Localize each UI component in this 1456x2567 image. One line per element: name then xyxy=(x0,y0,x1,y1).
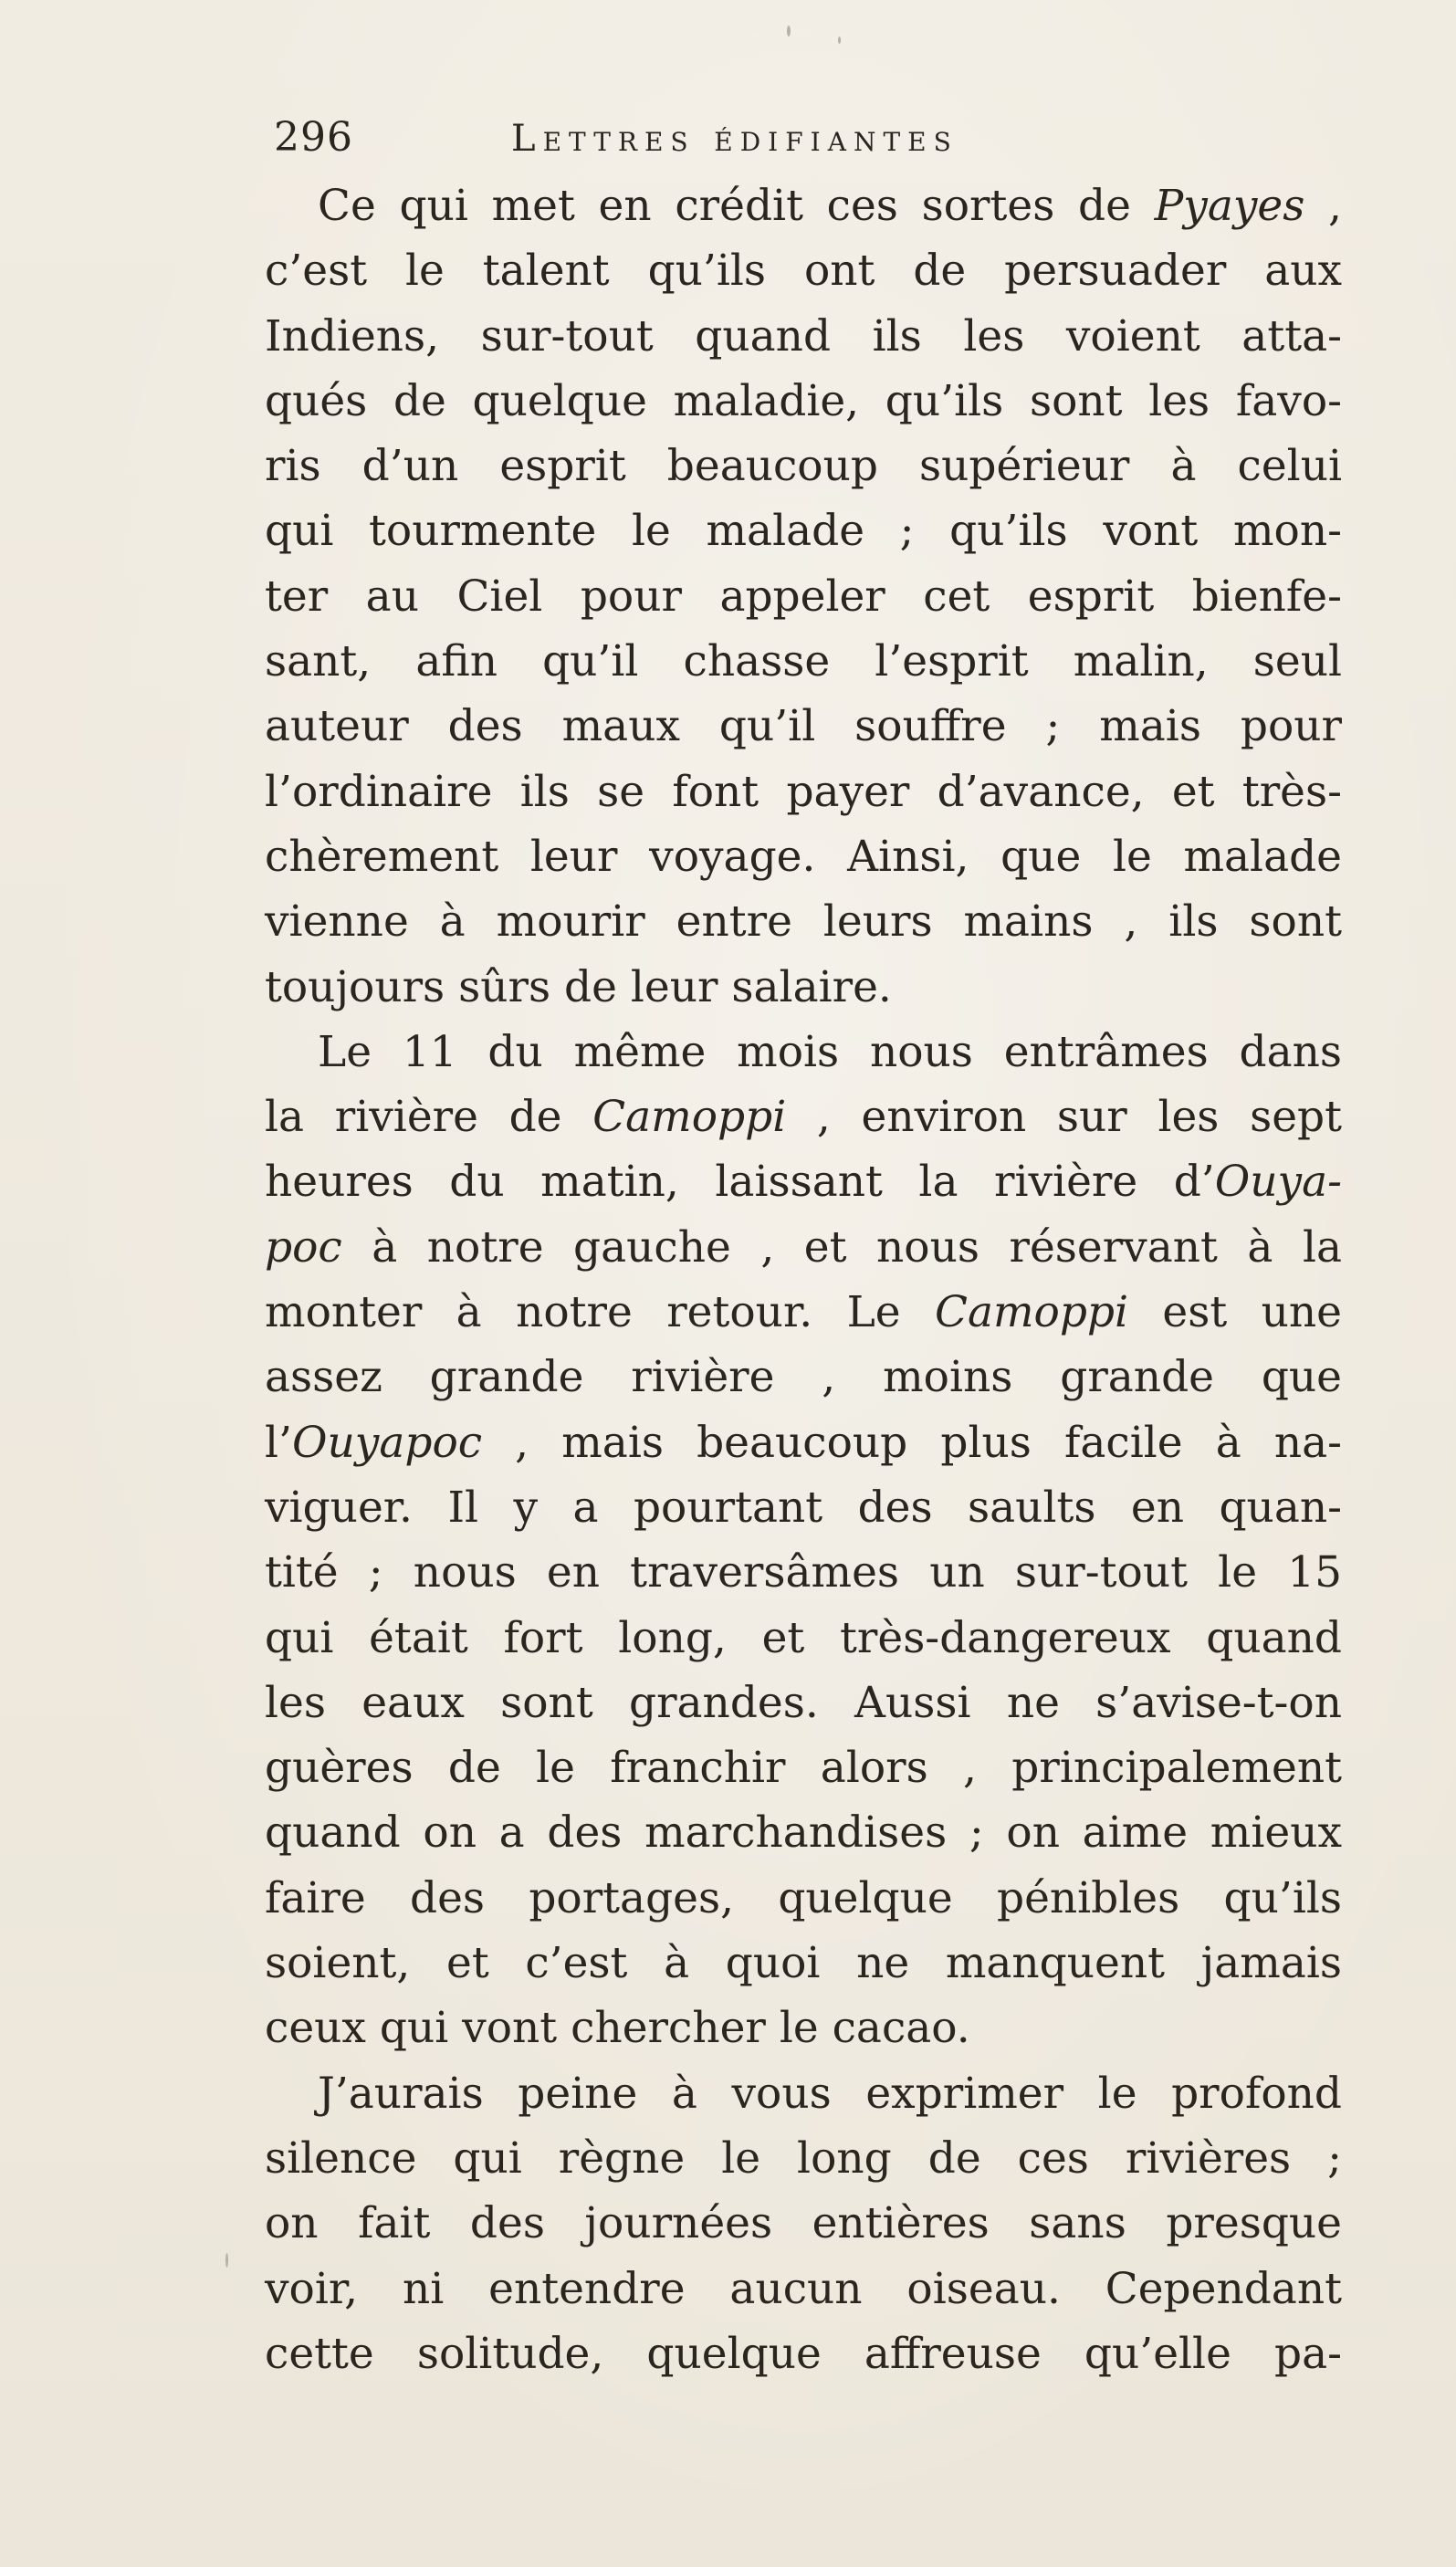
text-line xyxy=(265,2321,1342,2386)
text-line xyxy=(265,1606,1342,1671)
text-line xyxy=(265,434,1342,498)
text-run: ris d’un esprit beaucoup supérieur à celui xyxy=(265,441,1342,492)
body-text xyxy=(265,173,1342,2386)
text-line xyxy=(265,1149,1342,1214)
text-run: Indiens, sur-tout quand ils les voient atta- xyxy=(265,310,1342,361)
paper-speck xyxy=(225,2253,228,2268)
text-run: auteur des maux qu’il souffre ; mais pour xyxy=(265,701,1342,752)
text-run: viguer. Il y a pourtant des saults en quan- xyxy=(265,1482,1342,1533)
text-run: Ce qui met en crédit ces sortes de xyxy=(318,181,1155,231)
italic-term: Camoppi xyxy=(934,1287,1129,1338)
text-line xyxy=(265,2061,1342,2126)
text-line xyxy=(265,1475,1342,1540)
text-line xyxy=(265,760,1342,824)
text-line xyxy=(265,1280,1342,1345)
text-run: on fait des journées entières sans presque xyxy=(265,2198,1342,2249)
text-line xyxy=(265,824,1342,889)
italic-term: Ouya- xyxy=(1214,1157,1342,1208)
paragraph xyxy=(265,2061,1342,2386)
text-run: l’ordinaire ils se font payer d’avance, et très- xyxy=(265,766,1342,817)
text-run: qués de quelque maladie, qu’ils sont les favo- xyxy=(265,375,1342,426)
text-line xyxy=(265,889,1342,954)
text-line xyxy=(265,1866,1342,1931)
text-line xyxy=(265,694,1342,759)
paragraph xyxy=(265,1020,1342,2061)
text-line xyxy=(265,2257,1342,2321)
italic-term: Pyayes xyxy=(1154,181,1305,231)
text-line xyxy=(265,2126,1342,2191)
text-run: faire des portages, quelque pénibles qu’ils xyxy=(265,1872,1342,1923)
text-run: ter au Ciel pour appeler cet esprit bienfe- xyxy=(265,571,1342,622)
text-run: sant, afin qu’il chasse l’esprit malin, seul xyxy=(265,636,1342,687)
text-run: , mais beaucoup plus facile à na- xyxy=(482,1417,1342,1468)
paper-speck xyxy=(838,37,841,44)
text-run: les eaux sont grandes. Aussi ne s’avise-t-on xyxy=(265,1677,1342,1728)
text-run: à notre gauche , et nous réservant à la xyxy=(341,1221,1342,1273)
text-line xyxy=(265,304,1342,369)
text-run: voir, ni entendre aucun oiseau. Cependant xyxy=(265,2263,1342,2314)
running-head xyxy=(274,114,1351,178)
text-run: toujours sûrs de leur salaire. xyxy=(265,961,892,1012)
italic-term: Camoppi xyxy=(592,1092,787,1143)
text-line xyxy=(265,1020,1342,1084)
page-number: 296 xyxy=(274,114,353,161)
text-run: monter à notre retour. Le xyxy=(265,1287,935,1338)
text-line xyxy=(265,955,1342,1020)
text-run: l’ xyxy=(265,1417,292,1468)
text-run: est une xyxy=(1128,1287,1342,1338)
text-run: , xyxy=(1304,181,1342,231)
text-run: tité ; nous en traversâmes un sur-tout le 15 xyxy=(265,1547,1342,1598)
text-line xyxy=(265,1215,1342,1280)
text-line xyxy=(265,1540,1342,1605)
text-run: ceux qui vont chercher le cacao. xyxy=(265,2003,970,2054)
text-line xyxy=(265,1410,1342,1475)
paper-speck xyxy=(787,26,791,37)
text-line xyxy=(265,173,1342,238)
text-run: vienne à mourir entre leurs mains , ils sont xyxy=(265,896,1342,948)
text-run: qui tourmente le malade ; qu’ils vont mon- xyxy=(265,506,1342,557)
text-line xyxy=(265,1084,1342,1149)
text-line xyxy=(265,1671,1342,1735)
text-line xyxy=(265,1735,1342,1800)
text-run: la rivière de xyxy=(265,1092,593,1143)
running-title: Lettres édifiantes xyxy=(511,118,958,160)
text-line xyxy=(265,1800,1342,1865)
text-run: soient, et c’est à quoi ne manquent jamais xyxy=(265,1938,1342,1989)
text-line xyxy=(265,1345,1342,1409)
text-run: assez grande rivière , moins grande que xyxy=(265,1352,1342,1403)
text-line xyxy=(265,238,1342,303)
text-line xyxy=(265,1996,1342,2060)
text-line xyxy=(265,564,1342,629)
text-line xyxy=(265,1931,1342,1996)
text-run: , environ sur les sept xyxy=(786,1092,1342,1143)
text-line xyxy=(265,629,1342,694)
text-run: cette solitude, quelque affreuse qu’elle pa- xyxy=(265,2328,1342,2379)
text-run: heures du matin, laissant la rivière d’ xyxy=(265,1157,1215,1208)
text-run: quand on a des marchandises ; on aime mieux xyxy=(265,1807,1342,1859)
text-run: guères de le franchir alors , principalement xyxy=(265,1743,1342,1794)
text-line xyxy=(265,2191,1342,2256)
text-run: chèrement leur voyage. Ainsi, que le malade xyxy=(265,831,1342,882)
italic-term: Ouyapoc xyxy=(291,1417,483,1468)
paragraph xyxy=(265,173,1342,1020)
text-run: qui était fort long, et très-dangereux quand xyxy=(265,1612,1342,1663)
text-run: Le 11 du même mois nous entrâmes dans xyxy=(318,1026,1342,1077)
text-run: c’est le talent qu’ils ont de persuader aux xyxy=(265,246,1342,297)
text-run: silence qui règne le long de ces rivières ; xyxy=(265,2132,1342,2184)
text-line xyxy=(265,498,1342,563)
italic-term: poc xyxy=(265,1221,342,1273)
text-line xyxy=(265,369,1342,434)
text-run: J’aurais peine à vous exprimer le profond xyxy=(318,2068,1342,2119)
